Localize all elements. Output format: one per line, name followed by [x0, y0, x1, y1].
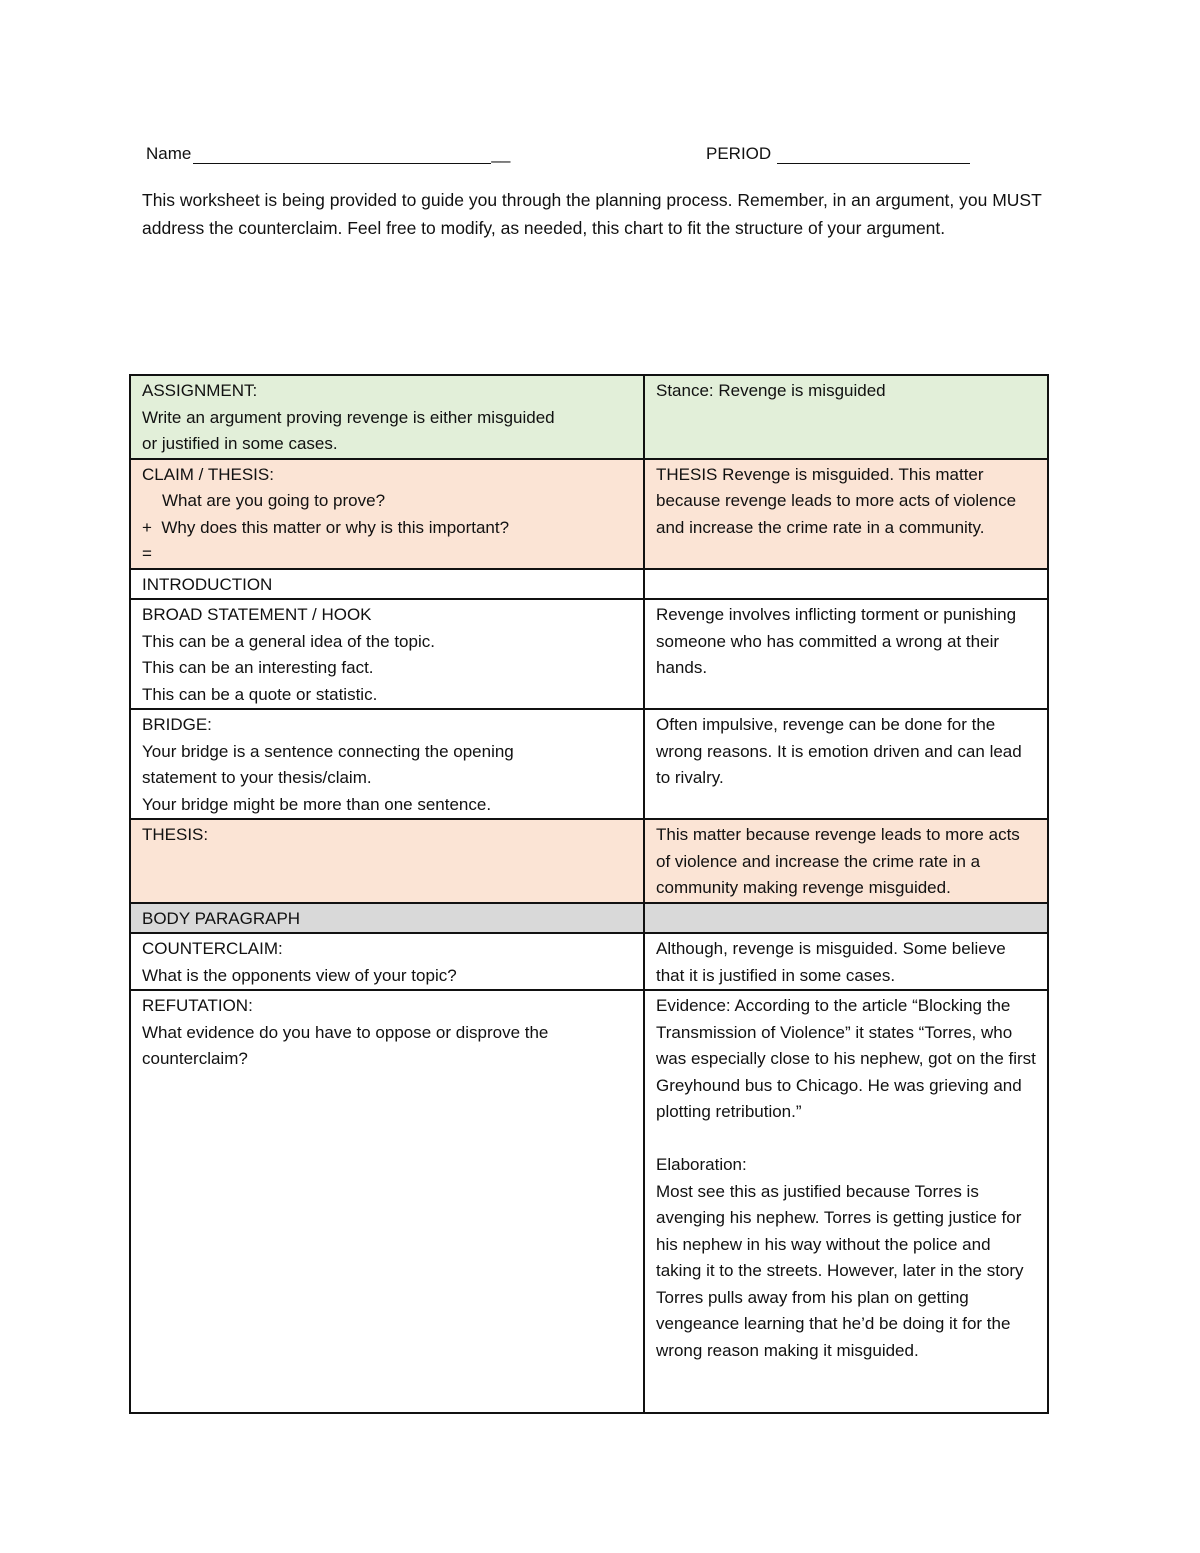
table-row — [130, 569, 1048, 600]
table-row — [130, 933, 1048, 990]
assignment-prompt-line: or justified in some cases. — [142, 434, 338, 453]
refutation-hint: What evidence do you have to oppose or disprove the — [142, 1022, 549, 1042]
claim-question-row — [142, 515, 633, 542]
refutation-label: REFUTATION: — [142, 996, 253, 1015]
refutation-hint: counterclaim? — [142, 1049, 248, 1068]
period-blank-line[interactable] — [777, 144, 970, 164]
bridge-hint: Your bridge is a sentence connecting the opening — [142, 741, 514, 761]
bridge-hint: Your bridge might be more than one sentence. — [142, 794, 492, 814]
hook-label: BROAD STATEMENT / HOOK — [142, 605, 372, 624]
introduction-answer-cell[interactable] — [644, 569, 1048, 600]
claim-question: Why does this matter or why is this important? — [161, 517, 510, 537]
period-label: PERIOD — [706, 144, 772, 163]
table-row — [130, 819, 1048, 903]
assignment-prompt-line: Write an argument proving revenge is either misguided — [142, 407, 555, 427]
table-row — [130, 903, 1048, 934]
body-heading-answer-cell — [644, 903, 1048, 934]
thesis-answer-cell[interactable] — [644, 459, 1048, 569]
hook-hint: This can be an interesting fact. — [142, 658, 374, 677]
thesis-label: THESIS: — [142, 825, 209, 844]
counterclaim-hint: What is the opponents view of your topic? — [142, 965, 457, 985]
counterclaim-answer-cell[interactable] — [644, 933, 1048, 990]
hook-hint: This can be a quote or statistic. — [142, 684, 378, 704]
argument-planning-table — [129, 374, 1049, 1414]
equals-sign: = — [142, 544, 152, 563]
claim-label: CLAIM / THESIS: — [142, 464, 274, 484]
instructions-paragraph: This worksheet is being provided to guide you through the planning process. Remember, in an argument, you MUST address the counterclaim. Feel free to modify, as needed, this chart to fit the structure of your argument. — [142, 190, 1042, 238]
bridge-hint: statement to your thesis/claim. — [142, 768, 372, 787]
body-heading-cell — [130, 903, 644, 934]
thesis-restated-answer: This matter because revenge leads to more acts of violence and increase the crime rate in a community making revenge misguided. — [656, 825, 1020, 897]
elaboration-text: Most see this as justified because Torres is avenging his nephew. Torres is getting justice for his nephew in his way without the police and taking it to the streets. However, later in the story Torres pulls away from his plan on getting vengeance learning that he’d be doing it for the wrong reason making it misguided. — [656, 1181, 1024, 1360]
claim-cell — [130, 459, 644, 569]
thesis-cell — [130, 819, 644, 903]
stance-answer: Stance: Revenge is misguided — [656, 381, 886, 400]
stance-cell[interactable] — [644, 375, 1048, 459]
period-field — [706, 144, 970, 164]
hook-answer-cell[interactable] — [644, 599, 1048, 709]
refutation-cell — [130, 990, 644, 1413]
hook-cell — [130, 599, 644, 709]
hook-hint: This can be a general idea of the topic. — [142, 631, 435, 651]
evidence-text: Evidence: According to the article “Blocking the Transmission of Violence” it states “Torres, who was especially close to his nephew, got on the first Greyhound bus to Chicago. He was grieving and plotting retribution.” — [656, 996, 1036, 1121]
counterclaim-cell — [130, 933, 644, 990]
table-row — [130, 990, 1048, 1413]
claim-question: What are you going to prove? — [162, 491, 386, 510]
table-row — [130, 599, 1048, 709]
table-row — [130, 709, 1048, 819]
elaboration-label: Elaboration: — [656, 1155, 747, 1174]
header-fields — [146, 144, 986, 170]
hook-answer: Revenge involves inflicting torment or punishing someone who has committed a wrong at their hands. — [656, 605, 1017, 677]
introduction-heading-cell — [130, 569, 644, 600]
paragraph-spacer — [656, 1126, 1037, 1153]
name-label: Name — [146, 144, 192, 163]
name-blank-line[interactable] — [193, 144, 491, 164]
bridge-answer-cell[interactable] — [644, 709, 1048, 819]
thesis-answer: THESIS Revenge is misguided. This matter because revenge leads to more acts of violence and increase the crime rate in a community. — [656, 464, 1017, 537]
table-row — [130, 375, 1048, 459]
name-trail: __ — [491, 144, 511, 163]
introduction-heading: INTRODUCTION — [142, 574, 273, 594]
name-field — [146, 144, 510, 164]
plus-sign: + — [142, 517, 152, 537]
counterclaim-label: COUNTERCLAIM: — [142, 939, 283, 958]
thesis-restated-cell[interactable] — [644, 819, 1048, 903]
assignment-cell — [130, 375, 644, 459]
refutation-answer-cell[interactable] — [644, 990, 1048, 1413]
bridge-label: BRIDGE: — [142, 715, 212, 734]
body-paragraph-heading: BODY PARAGRAPH — [142, 908, 301, 928]
bridge-cell — [130, 709, 644, 819]
counterclaim-answer: Although, revenge is misguided. Some believe that it is justified in some cases. — [656, 939, 1006, 985]
bridge-answer: Often impulsive, revenge can be done for the wrong reasons. It is emotion driven and can lead to rivalry. — [656, 715, 1022, 787]
table-row — [130, 459, 1048, 569]
assignment-label: ASSIGNMENT: — [142, 381, 258, 400]
